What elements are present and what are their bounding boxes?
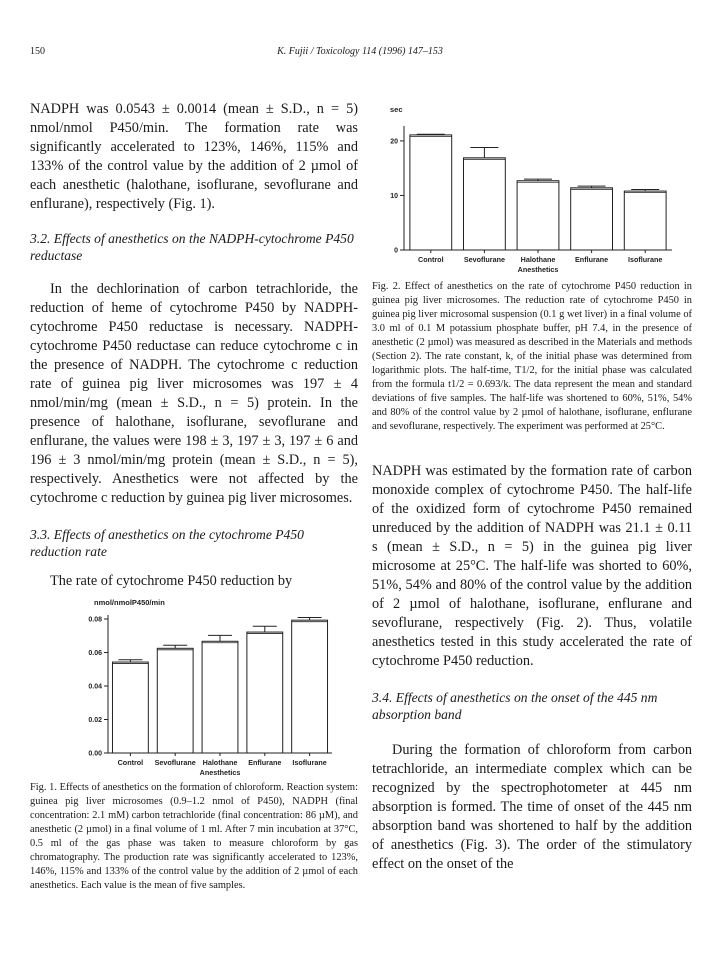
y-tick-label: 0 bbox=[394, 247, 398, 255]
paragraph-right: NADPH was estimated by the formation rate of carbon monoxide complex of cytochrome P450. The half-life of the oxidized form of cytochrome P450 remained unreduced by the addition of NADPH was 21.1 ± 0.11 s (mean ± S.D., n = 5) in the guinea pig liver microsome at 25°C. The half-life was shorted to 60%, 51%, 54% and 80% of the control value by the addition of 2 µmol of halothane, isoflurane, enflurane and sevoflurane, respectively (Fig. 2). Thus, volatile anesthetics tested in this study accelerated the rate of cytochrome P450 reduction. bbox=[372, 463, 692, 669]
y-axis-label: nmol/nmolP450/min bbox=[94, 598, 165, 607]
y-axis-label: sec bbox=[390, 105, 403, 114]
x-category-label: Control bbox=[418, 255, 444, 264]
paragraph-section-3-4: During the formation of chloroform from carbon tetrachloride, an intermediate complex which can be recognized by the spectrophotometer at 445 nm absorption is formed. The time of onset of the 445 nm absorption band was shortened to half by the addition of anesthetics (Fig. 3). The order of the stimulatory effect on the onset of the bbox=[372, 742, 692, 872]
x-category-label: Isoflurane bbox=[292, 758, 327, 767]
bar bbox=[112, 662, 148, 753]
x-category-label: Isoflurane bbox=[628, 255, 663, 264]
figure-2-chart bbox=[372, 100, 692, 272]
page-header bbox=[30, 46, 690, 62]
figure-1-chart bbox=[30, 597, 358, 777]
paragraph-section-3-2: In the dechlorination of carbon tetrachloride, the reduction of heme of cytochrome P450 by NADPH-cytochrome P450 reductase is necessary. NADPH-cytochrome P450 reductase can reduce cytochrome c in the presence of NADPH. The cytochrome c reduction rate of guinea pig liver microsomes was 197 ± 4 nmol/min/mg (mean ± S.D., n = 5) protein. In the presence of halothane, isoflurane, sevoflurane and enflurane, the values were 198 ± 3, 197 ± 3, 197 ± 6 and 196 ± 3 nmol/min/mg protein (mean ± S.D., n = 5), respectively. Anesthetics were not affected by the cytochrome c reduction by guinea pig liver microsomes. bbox=[30, 281, 358, 506]
figure-2-caption: Fig. 2. Effect of anesthetics on the rate of cytochrome P450 reduction in guinea pig liver microsomes. The reduction rate of cytochrome P450 in guinea pig liver microsomal suspension (0.1 g wet liver) in a final volume of 3.0 ml of 0.1 M potassium phosphate buffer, pH 7.4, in the presence of anesthetic (2 µmol) was measured as described in the Materials and methods (Section 2). The rate constant, k, of the initial phase was determined from logarithmic plots. The half-time, T1/2, for the initial phase was calculated from the formula t1/2 = 0.693/k. The data represent the mean and standard deviations of five samples. The half-life was shortened to 60%, 51%, 54% and 80% of the control value by 2 µmol of halothane, isoflurane, enflurane and sevoflurane, respectively. The experiment was performed at 25°C. bbox=[372, 281, 692, 432]
x-axis-label: Anesthetics bbox=[199, 768, 241, 777]
section-3-3-heading: 3.3. Effects of anesthetics on the cytochrome P450 reduction rate bbox=[30, 527, 304, 559]
left-column bbox=[30, 100, 358, 893]
x-category-label: Enflurane bbox=[248, 758, 282, 767]
x-category-label: Halothane bbox=[202, 758, 238, 767]
paragraph-intro: NADPH was 0.0543 ± 0.0014 (mean ± S.D., n = 5) nmol/nmol P450/min. The formation rate was significantly accelerated to 123%, 146%, 115% and 133% of the control value by the addition of 2 µmol of each anesthetic (halothane, isoflurane, sevoflurane and enflurane), respectively (Fig. 1). bbox=[30, 101, 358, 212]
bar bbox=[247, 632, 283, 753]
y-tick-label: 0.06 bbox=[88, 650, 102, 657]
y-tick-label: 20 bbox=[390, 138, 398, 146]
x-axis-label: Anesthetics bbox=[517, 265, 559, 272]
bar bbox=[571, 188, 613, 250]
x-category-label: Sevoflurane bbox=[154, 758, 196, 767]
x-category-label: Control bbox=[117, 758, 144, 767]
y-tick-label: 0.04 bbox=[88, 683, 102, 691]
running-head: K. Fujii / Toxicology 114 (1996) 147–153 bbox=[277, 46, 443, 57]
page-number: 150 bbox=[30, 46, 45, 57]
y-tick-label: 10 bbox=[390, 192, 398, 200]
x-category-label: Halothane bbox=[520, 255, 556, 264]
y-tick-label: 0.00 bbox=[88, 750, 102, 758]
x-category-label: Enflurane bbox=[575, 255, 609, 264]
bar bbox=[517, 181, 559, 250]
bar bbox=[410, 135, 452, 250]
paragraph-section-3-3: The rate of cytochrome P450 reduction by bbox=[50, 573, 293, 589]
bar bbox=[292, 620, 328, 753]
bar bbox=[624, 191, 666, 250]
bar bbox=[463, 158, 505, 250]
figure-1-caption: Fig. 1. Effects of anesthetics on the formation of chloroform. Reaction system: guinea pig liver microsomes (0.9–1.2 nmol of P450), NADPH (final concentration: 2.1 mM) carbon tetrachloride (final concentration: 86 µM), and anesthetic (2 µmol) in a final volume of 1 ml. After 7 min incubation at 37°C, 0.5 ml of the gas phase was taken to measure chloroform by gas chromatography. The production rate was significantly accelerated to 123%, 146%, 115% and 133% of the control value by the addition of 2 µmol of each anesthetics. Each value is the mean of five samples. bbox=[30, 782, 358, 891]
y-tick-label: 0.02 bbox=[88, 717, 102, 724]
section-3-2-heading: 3.2. Effects of anesthetics on the NADPH-cytochrome P450 reductase bbox=[30, 231, 354, 263]
section-3-4-heading: 3.4. Effects of anesthetics on the onset of the 445 nm absorption band bbox=[372, 690, 658, 722]
bar bbox=[202, 641, 238, 753]
bar bbox=[157, 648, 193, 753]
y-tick-label: 0.08 bbox=[88, 616, 102, 624]
right-column bbox=[372, 100, 692, 874]
x-category-label: Sevoflurane bbox=[463, 255, 505, 264]
